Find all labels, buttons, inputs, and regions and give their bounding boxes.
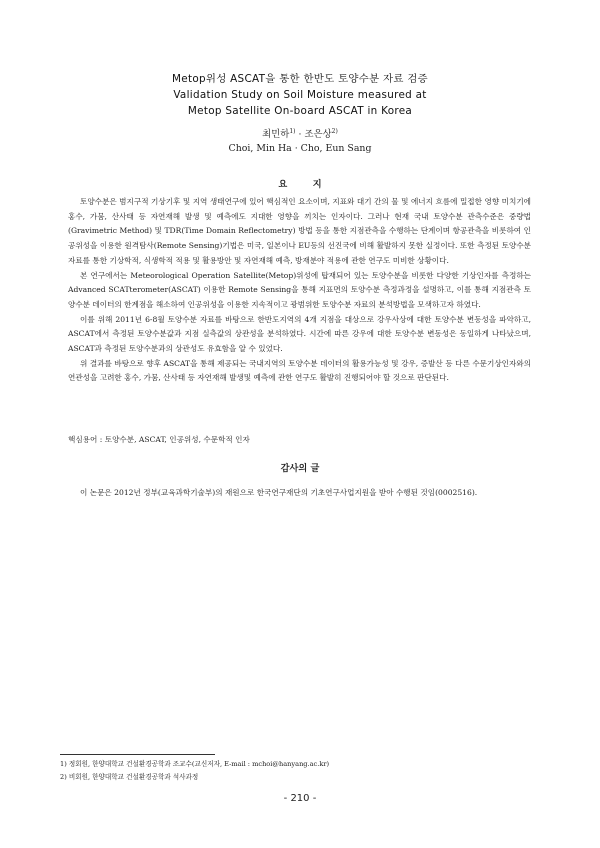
authors-korean — [0, 125, 600, 142]
title-korean: Metop위성 ASCAT을 통한 한반도 토양수분 자료 검증 — [171, 73, 428, 85]
footnote-2: 2) 비회원, 한양대학교 건설환경공학과 석사과정 — [60, 773, 199, 781]
abstract-paragraph-1: 토양수분은 범지구적 기상기후 및 지역 생태연구에 있어 핵심적인 요소이며, 지표와 대기 간의 물 및 에너지 흐름에 밀접한 영향 미치기에 홍수, 가뭄, 산사태 등 자연재해 발생 및 예측에도 지대한 영향을 끼치는 인자이다. 그러나 현재 국내 토양수분 관측수준은 중량법(Gravimetric Method) 및 TDR(Time Domain Reflectometry) 방법 등을 통한 지점관측을 수행하는 단계이며 항공관측을 비롯하여 인공위성을 이용한 원격탐사(Remote Sensing)기법은 미국, 일본이나 EU등의 선진국에 비해 활발하지 못한 실정이다. 또한 측정된 토양수분 자료를 통한 기상학적, 식생학적 적용 및 활용방안 및 자연재해 예측, 방재분야 적용에 관한 연구도 미비한 상황이다. — [68, 197, 531, 265]
keywords: 핵심용어 : 토양수분, ASCAT, 인공위성, 수문학적 인자 — [68, 435, 250, 444]
title-english-line-1: Validation Study on Soil Moisture measured at — [173, 89, 427, 101]
author-footnote-mark-1: 1) — [289, 128, 296, 135]
author-name-2: 조은상 — [304, 129, 332, 141]
author-footnote-mark-2: 2) — [331, 128, 338, 135]
abstract-paragraph-2: 본 연구에서는 Meteorological Operation Satellite(Metop)위성에 탑재되어 있는 토양수분을 비롯한 다양한 기상인자를 측정하는 Advanced SCATterometer(ASCAT) 이용한 Remote Sensing을 통해 지표면의 토양수분 측정과정을 설명하고, 이를 통해 지점관측 토양수분 데이터의 한계점을 해소하여 인공위성을 이용한 지속적이고 광범위한 토양수분 자료의 분석방법을 모색하고자 하였다. — [68, 270, 531, 309]
abstract-heading: 요 지 — [278, 179, 322, 190]
abstract-paragraph-3: 이를 위해 2011년 6-8월 토양수분 자료를 바탕으로 한반도지역의 4개 지점을 대상으로 강우사상에 대한 토양수분 변동성을 파악하고, ASCAT에서 측정된 토양수분값과 지점 실측값의 상관성을 분석하였다. 시간에 따른 강우에 대한 토양수분 변동성은 동일하게 나타났으며, ASCAT과 측정된 토양수분과의 상관성도 유효함을 알 수 있었다. — [68, 314, 531, 354]
footnote-divider — [60, 754, 215, 755]
author-separator: · — [295, 129, 305, 141]
acknowledgement-heading: 감사의 글 — [280, 463, 320, 474]
authors-english: Choi, Min Ha · Cho, Eun Sang — [228, 143, 372, 155]
author-name-1: 최민하 — [262, 129, 290, 141]
title-block — [0, 71, 600, 119]
abstract-body — [68, 195, 531, 386]
title-english-line-2: Metop Satellite On-board ASCAT in Korea — [187, 105, 413, 117]
abstract-paragraph-4: 위 결과를 바탕으로 향후 ASCAT을 통해 제공되는 국내지역의 토양수분 데이터의 활용가능성 및 강우, 증발산 등 다른 수문기상인자와의 연관성을 고려한 홍수, 가뭄, 산사태 등 자연재해 발생및 예측에 관한 연구도 활발히 진행되어야 할 것으로 판단된다. — [68, 358, 531, 383]
footnote-1: 1) 정회원, 한양대학교 건설환경공학과 조교수(교신저자, E-mail : mchoi@hanyang.ac.kr) — [60, 760, 330, 768]
page-number: - 210 - — [283, 793, 317, 804]
footnotes — [60, 758, 530, 784]
acknowledgement-text: 이 논문은 2012년 정부(교육과학기술부)의 재원으로 한국연구재단의 기초연구사업지원을 받아 수행된 것임(0002516). — [80, 488, 478, 497]
authors-block — [0, 125, 600, 156]
